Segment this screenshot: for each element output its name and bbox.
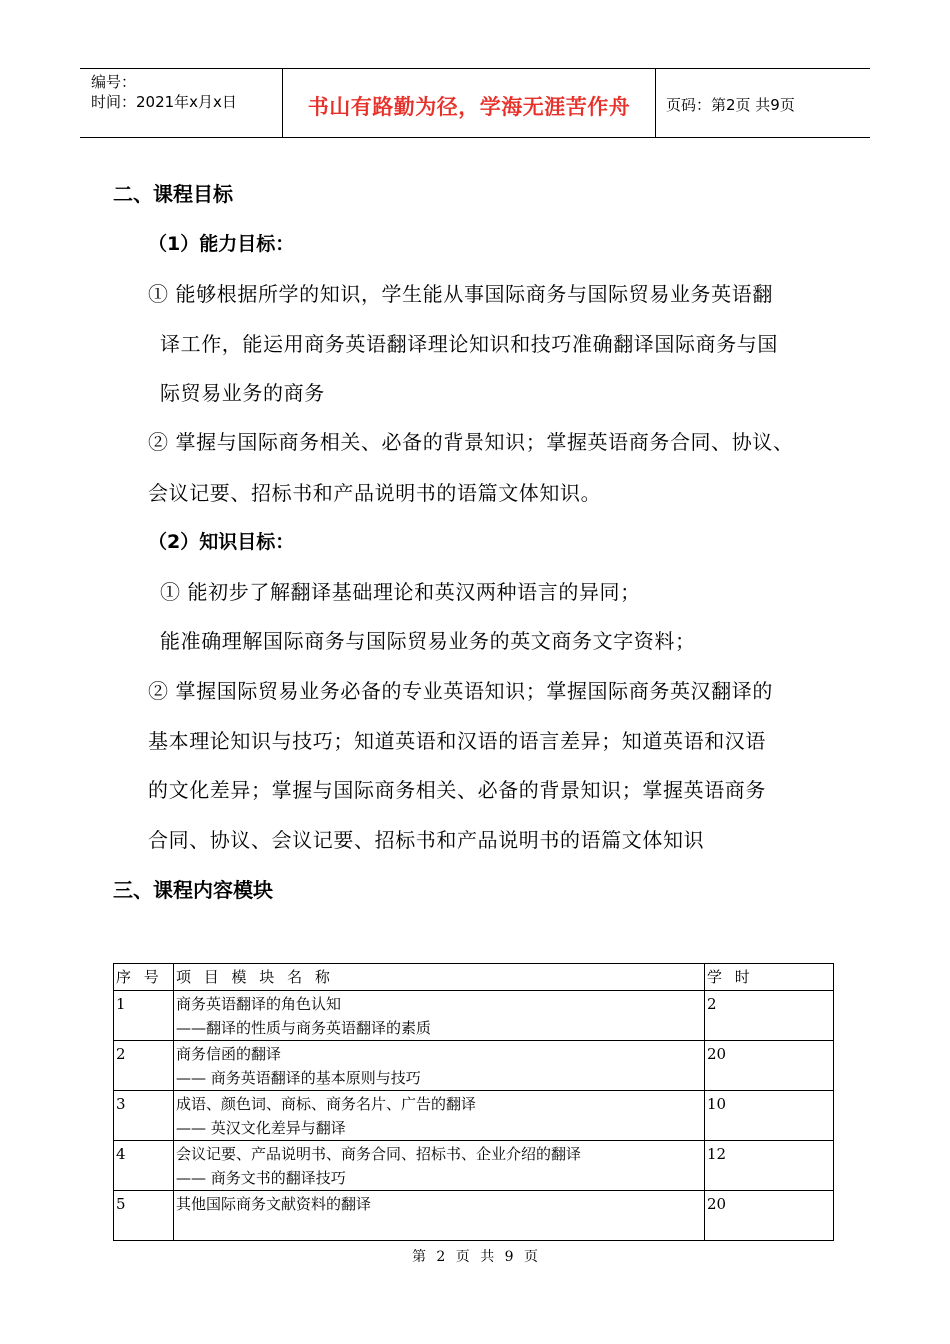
header-motto: 书山有路勤为径，学海无涯苦作舟 xyxy=(307,95,631,119)
course-modules-table xyxy=(113,963,834,1241)
table-row xyxy=(114,1091,834,1141)
row-module-name xyxy=(174,1141,705,1191)
header-module-name: 项 目 模 块 名 称 xyxy=(174,964,705,991)
module-subtitle: —— 英汉文化差异与翻译 xyxy=(176,1119,346,1137)
knowledge-item-2-line-3: 的文化差异；掌握与国际商务相关、必备的背景知识；掌握英语商务 xyxy=(148,778,766,802)
module-subtitle: —— 商务英语翻译的基本原则与技巧 xyxy=(176,1069,421,1087)
row-hours: 12 xyxy=(705,1141,834,1191)
knowledge-objectives-title: （2）知识目标： xyxy=(148,531,295,553)
ability-item-1-line-2: 译工作，能运用商务英语翻译理论知识和技巧准确翻译国际商务与国 xyxy=(160,332,778,356)
module-title: 其他国际商务文献资料的翻译 xyxy=(176,1195,372,1213)
knowledge-item-1-line-2: 能准确理解国际商务与国际贸易业务的英文商务文字资料； xyxy=(160,629,696,653)
row-seq: 5 xyxy=(114,1191,174,1241)
row-hours: 20 xyxy=(705,1041,834,1091)
row-seq: 2 xyxy=(114,1041,174,1091)
row-module-name xyxy=(174,1191,705,1241)
module-title: 商务信函的翻译 xyxy=(176,1045,282,1063)
row-hours: 2 xyxy=(705,991,834,1041)
row-module-name xyxy=(174,1091,705,1141)
module-title: 商务英语翻译的角色认知 xyxy=(176,995,342,1013)
table-row xyxy=(114,1141,834,1191)
table-header-row xyxy=(114,964,834,991)
row-seq: 3 xyxy=(114,1091,174,1141)
row-seq: 4 xyxy=(114,1141,174,1191)
row-module-name xyxy=(174,991,705,1041)
date-label: 时间：2021年x月x日 xyxy=(91,93,237,111)
table-row xyxy=(114,1191,834,1241)
module-subtitle: ——翻译的性质与商务英语翻译的素质 xyxy=(176,1019,432,1037)
ability-item-1-line-1: ① 能够根据所学的知识，学生能从事国际商务与国际贸易业务英语翻 xyxy=(148,282,773,306)
module-title: 会议记要、产品说明书、商务合同、招标书、企业介绍的翻译 xyxy=(176,1145,582,1163)
module-title: 成语、颜色词、商标、商务名片、广告的翻译 xyxy=(176,1095,477,1113)
number-label: 编号： xyxy=(91,73,137,91)
table-row xyxy=(114,1041,834,1091)
header-hours: 学 时 xyxy=(705,964,834,991)
page-footer: 第 2 页 共 9 页 xyxy=(411,1249,539,1265)
knowledge-item-2-line-4: 合同、协议、会议记要、招标书和产品说明书的语篇文体知识 xyxy=(148,828,705,852)
table-row xyxy=(114,991,834,1041)
section-2-title: 二、课程目标 xyxy=(113,182,233,206)
row-module-name xyxy=(174,1041,705,1091)
page-header xyxy=(80,68,870,138)
knowledge-item-1-line-1: ① 能初步了解翻译基础理论和英汉两种语言的异同； xyxy=(160,580,641,604)
section-3-title: 三、课程内容模块 xyxy=(113,878,273,902)
header-center-cell xyxy=(282,69,656,137)
row-seq: 1 xyxy=(114,991,174,1041)
knowledge-item-2-line-1: ② 掌握国际贸易业务必备的专业英语知识；掌握国际商务英汉翻译的 xyxy=(148,679,773,703)
header-right-cell xyxy=(655,69,870,137)
ability-item-1-line-3: 际贸易业务的商务 xyxy=(160,381,325,405)
row-hours: 20 xyxy=(705,1191,834,1241)
ability-objectives-title: （1）能力目标： xyxy=(148,233,295,255)
header-left-cell xyxy=(80,69,282,137)
row-hours: 10 xyxy=(705,1091,834,1141)
ability-item-2-line-1: ② 掌握与国际商务相关、必备的背景知识；掌握英语商务合同、协议、 xyxy=(148,430,794,454)
header-seq: 序 号 xyxy=(114,964,174,991)
header-page-label: 页码：第2页 共9页 xyxy=(666,96,795,114)
knowledge-item-2-line-2: 基本理论知识与技巧；知道英语和汉语的语言差异；知道英语和汉语 xyxy=(148,729,766,753)
module-subtitle: —— 商务文书的翻译技巧 xyxy=(176,1169,346,1187)
ability-item-2-line-2: 会议记要、招标书和产品说明书的语篇文体知识。 xyxy=(148,481,602,505)
